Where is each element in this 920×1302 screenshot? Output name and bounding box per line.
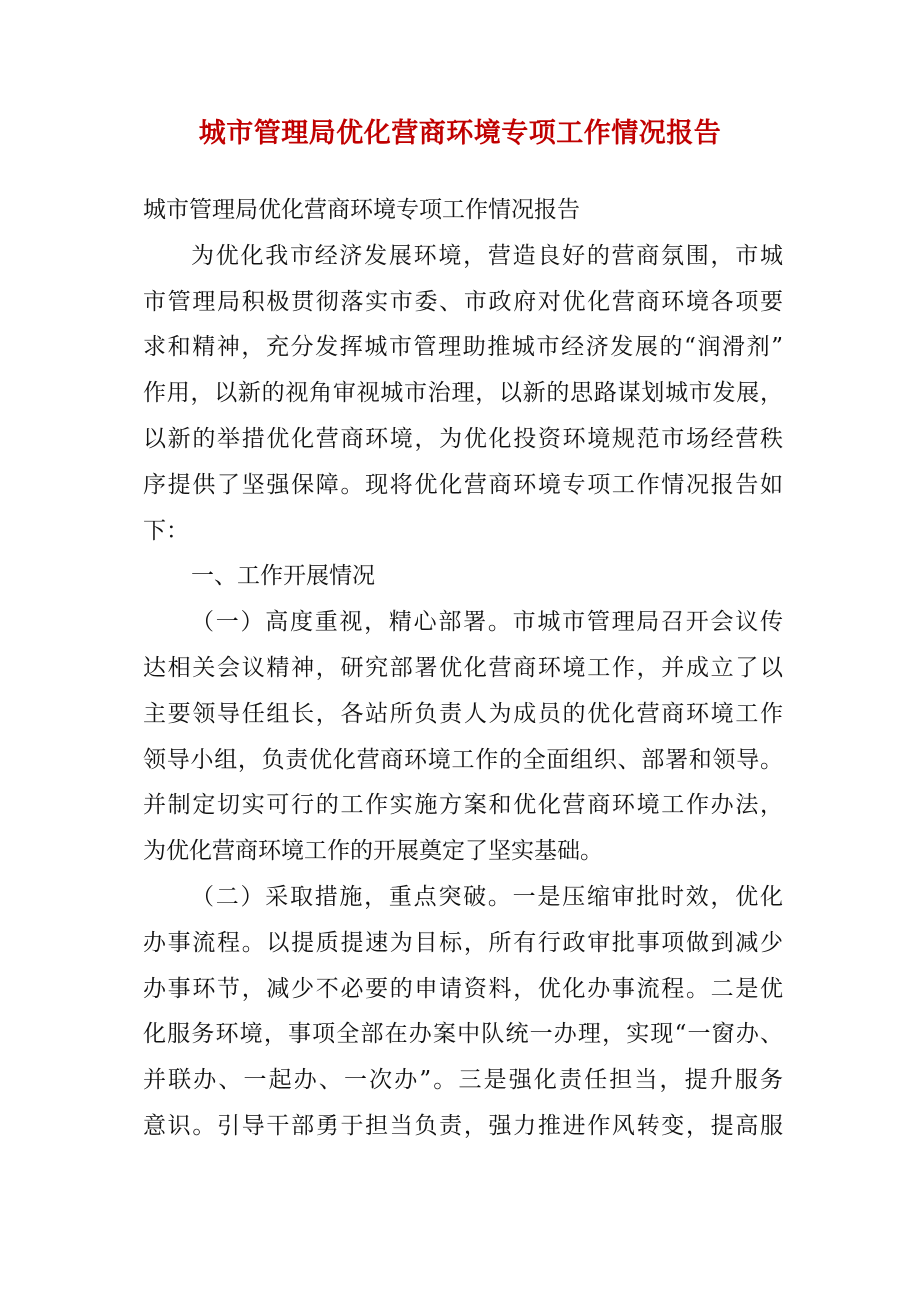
section-heading-line: 一、工作开展情况 — [191, 563, 375, 590]
section-heading — [143, 554, 783, 600]
paragraph-line: 达相关会议精神，研究部署优化营商环境工作，并成立了以 — [143, 654, 783, 681]
paragraph-section-2 — [143, 875, 783, 1150]
document-body — [143, 188, 783, 1150]
paragraph-line: 办事环节，减少不必要的申请资料，优化办事流程。二是优 — [143, 975, 783, 1002]
paragraph-line: 主要领导任组长，各站所负责人为成员的优化营商环境工作 — [143, 700, 783, 727]
paragraph-intro — [143, 234, 783, 555]
paragraph-line: 为优化我市经济发展环境，营造良好的营商氛围，市城 — [191, 242, 783, 269]
paragraph-line: 并联办、一起办、一次办”。三是强化责任担当，提升服务 — [143, 1067, 783, 1094]
paragraph-line: （二）采取措施，重点突破。一是压缩审批时效，优化 — [191, 883, 783, 910]
paragraph-line: 市管理局积极贯彻落实市委、市政府对优化营商环境各项要 — [143, 288, 783, 315]
paragraph-line: 办事流程。以提质提速为目标，所有行政审批事项做到减少 — [143, 929, 783, 956]
paragraph-line: 下： — [143, 517, 189, 544]
paragraph-line: 序提供了坚强保障。现将优化营商环境专项工作情况报告如 — [143, 471, 783, 498]
paragraph-line: 求和精神，充分发挥城市管理助推城市经济发展的“润滑剂” — [143, 334, 783, 361]
paragraph-line: 意识。引导干部勇于担当负责，强力推进作风转变，提高服 — [143, 1112, 783, 1139]
paragraph-line: 化服务环境，事项全部在办案中队统一办理，实现“一窗办、 — [143, 1021, 783, 1048]
document-subtitle: 城市管理局优化营商环境专项工作情况报告 — [143, 197, 580, 223]
paragraph-line: 为优化营商环境工作的开展奠定了坚实基础。 — [143, 838, 603, 865]
paragraph-line: 领导小组，负责优化营商环境工作的全面组织、部署和领导。 — [143, 746, 783, 773]
paragraph-line: 以新的举措优化营商环境，为优化投资环境规范市场经营秩 — [143, 425, 783, 452]
paragraph-line: 作用，以新的视角审视城市治理，以新的思路谋划城市发展， — [143, 380, 783, 407]
paragraph-section-1 — [143, 600, 783, 875]
paragraph-line: 并制定切实可行的工作实施方案和优化营商环境工作办法， — [143, 792, 783, 819]
document-title: 城市管理局优化营商环境专项工作情况报告 — [198, 118, 722, 149]
paragraph-line: （一）高度重视，精心部署。市城市管理局召开会议传 — [191, 609, 783, 636]
